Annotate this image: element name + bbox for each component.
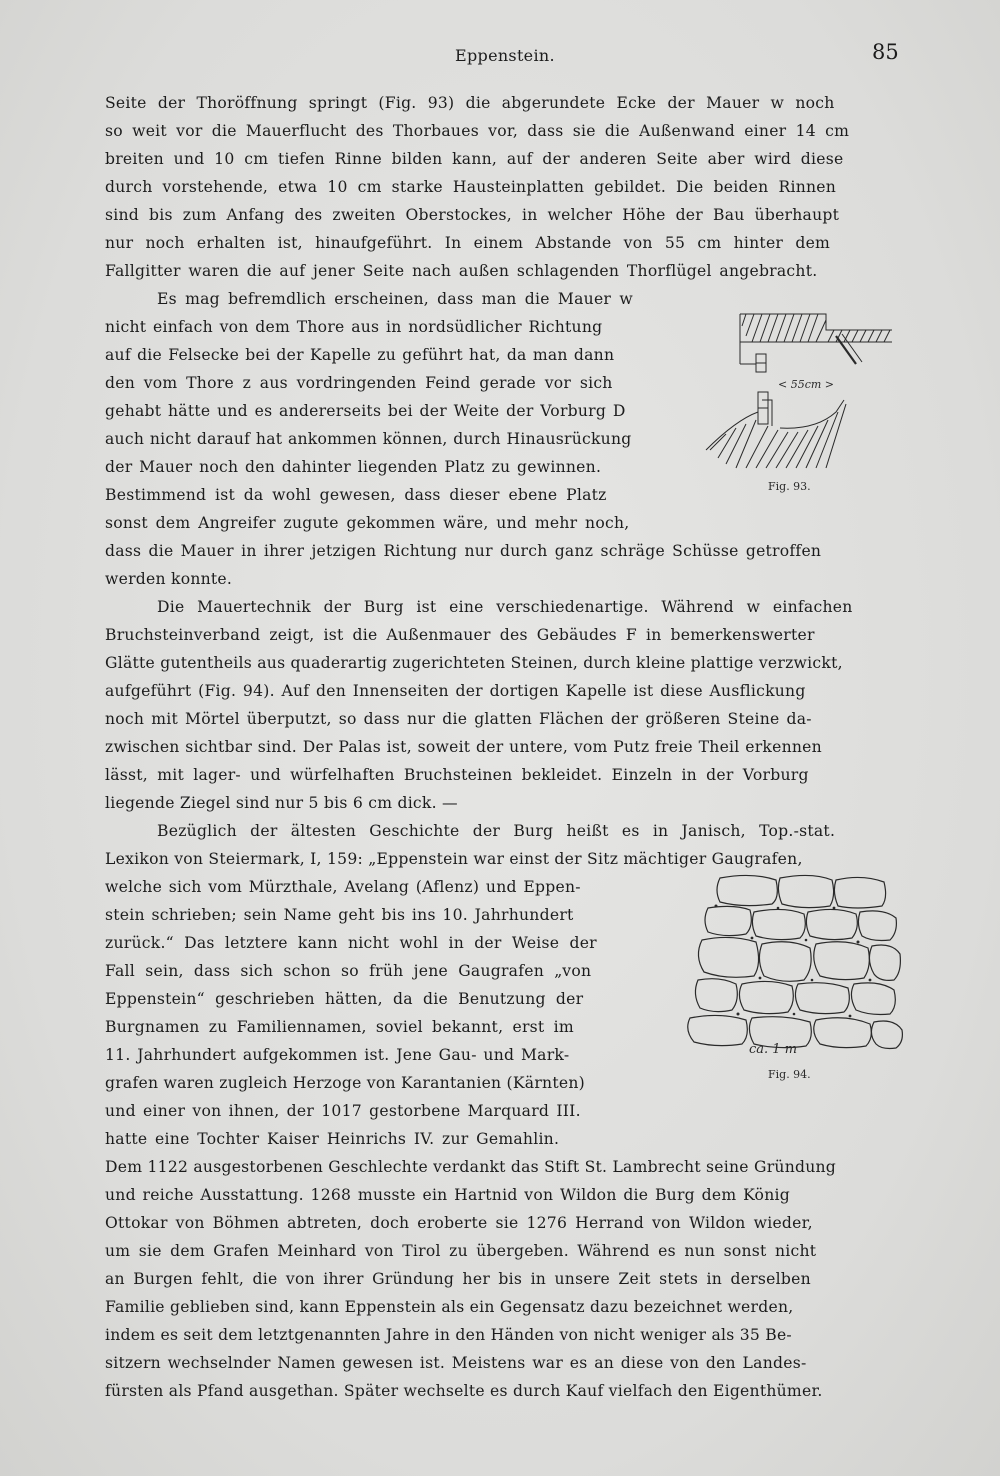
text-line: hatte eine Tochter Kaiser Heinrichs IV. zur Gemahlin. (105, 1130, 560, 1148)
text-line: Es mag befremdlich erscheinen, dass man die Mauer w (157, 290, 633, 308)
text-line: breiten und 10 cm tiefen Rinne bilden kann, auf der anderen Seite aber wird diese (105, 150, 844, 168)
text-line: aufgeführt (Fig. 94). Auf den Innenseiten der dortigen Kapelle ist diese Ausflickung (105, 682, 806, 700)
text-line: Familie geblieben sind, kann Eppenstein als ein Gegensatz dazu bezeichnet werden, (105, 1298, 794, 1316)
gate-section-drawing (696, 300, 906, 476)
text-line: zurück.“ Das letztere kann nicht wohl in der Weise der (105, 934, 597, 952)
text-line: und einer von ihnen, der 1017 gestorbene Marquard III. (105, 1102, 581, 1120)
text-line: welche sich vom Mürzthale, Avelang (Aflenz) und Eppen- (105, 878, 581, 896)
text-line: der Mauer noch den dahinter liegenden Platz zu gewinnen. (105, 458, 602, 476)
figure-94-caption: Fig. 94. (768, 1068, 811, 1081)
text-line: sind bis zum Anfang des zweiten Oberstockes, in welcher Höhe der Bau überhaupt (105, 206, 840, 224)
text-line: grafen waren zugleich Herzoge von Karantanien (Kärnten) (105, 1074, 585, 1092)
page-number: 85 (872, 40, 899, 64)
text-line: fürsten als Pfand ausgethan. Später wechselte es durch Kauf vielfach den Eigenthümer. (105, 1382, 823, 1400)
text-line: durch vorstehende, etwa 10 cm starke Hausteinplatten gebildet. Die beiden Rinnen (105, 178, 837, 196)
text-line: Fall sein, dass sich schon so früh jene Gaugrafen „von (105, 962, 592, 980)
text-line: Seite der Thoröffnung springt (Fig. 93) die abgerundete Ecke der Mauer w noch (105, 94, 835, 112)
text-line: Fallgitter waren die auf jener Seite nach außen schlagenden Thorflügel angebracht. (105, 262, 818, 280)
text-line: Eppenstein“ geschrieben hätten, da die Benutzung der (105, 990, 584, 1008)
text-line: Glätte gutentheils aus quaderartig zugerichteten Steinen, durch kleine plattige verzwickt, (105, 654, 843, 672)
text-line: Bestimmend ist da wohl gewesen, dass dieser ebene Platz (105, 486, 607, 504)
text-line: lässt, mit lager- und würfelhaften Bruchsteinen bekleidet. Einzeln in der Vorburg (105, 766, 809, 784)
text-line: an Burgen fehlt, die von ihrer Gründung her bis in unsere Zeit stets in derselben (105, 1270, 811, 1288)
text-line: Bezüglich der ältesten Geschichte der Burg heißt es in Janisch, Top.-stat. (157, 822, 836, 840)
text-line: liegende Ziegel sind nur 5 bis 6 cm dick. — (105, 794, 458, 812)
text-line: nicht einfach von dem Thore aus in nordsüdlicher Richtung (105, 318, 603, 336)
text-line: Die Mauertechnik der Burg ist eine verschiedenartige. Während w einfachen (157, 598, 853, 616)
text-line: 11. Jahrhundert aufgekommen ist. Jene Gau- und Mark- (105, 1046, 570, 1064)
text-line: auf die Felsecke bei der Kapelle zu geführt hat, da man dann (105, 346, 615, 364)
text-line: werden konnte. (105, 570, 233, 588)
text-line: nur noch erhalten ist, hinaufgeführt. In einem Abstande von 55 cm hinter dem (105, 234, 831, 252)
text-line: indem es seit dem letztgenannten Jahre in den Händen von nicht weniger als 35 Be- (105, 1326, 792, 1344)
text-line: so weit vor die Mauerflucht des Thorbaues vor, dass sie die Außenwand einer 14 cm (105, 122, 850, 140)
text-line: den vom Thore z aus vordringenden Feind gerade vor sich (105, 374, 613, 392)
text-line: Bruchsteinverband zeigt, ist die Außenmauer des Gebäudes F in bemerkenswerter (105, 626, 815, 644)
text-line: auch nicht darauf hat ankommen können, durch Hinausrückung (105, 430, 632, 448)
text-line: Lexikon von Steiermark, I, 159: „Eppenstein war einst der Sitz mächtiger Gaugrafen, (105, 850, 803, 868)
text-line: Burgnamen zu Familiennamen, soviel bekannt, erst im (105, 1018, 574, 1036)
text-line: Dem 1122 ausgestorbenen Geschlechte verdankt das Stift St. Lambrecht seine Gründung (105, 1158, 837, 1176)
figure-93-caption: Fig. 93. (768, 480, 811, 493)
figure-94-scale: ca. 1 m (749, 1042, 798, 1057)
text-line: um sie dem Grafen Meinhard von Tirol zu übergeben. Während es nun sonst nicht (105, 1242, 817, 1260)
text-line: und reiche Ausstattung. 1268 musste ein Hartnid von Wildon die Burg dem König (105, 1186, 790, 1204)
text-line: sitzern wechselnder Namen gewesen ist. Meistens war es an diese von den Landes- (105, 1354, 807, 1372)
text-line: zwischen sichtbar sind. Der Palas ist, soweit der untere, vom Putz freie Theil erkennen (105, 738, 822, 756)
text-line: sonst dem Angreifer zugute gekommen wäre, und mehr noch, (105, 514, 630, 532)
running-header: Eppenstein. (455, 46, 555, 65)
figure-94-masonry (680, 868, 910, 1068)
text-line: Ottokar von Böhmen abtreten, doch eroberte sie 1276 Herrand von Wildon wieder, (105, 1214, 813, 1232)
text-line: dass die Mauer in ihrer jetzigen Richtung nur durch ganz schräge Schüsse getroffen (105, 542, 822, 560)
figure-93-gate-section (696, 300, 906, 476)
text-line: noch mit Mörtel überputzt, so dass nur die glatten Flächen der größeren Steine da- (105, 710, 812, 728)
text-line: gehabt hätte und es andererseits bei der Weite der Vorburg D (105, 402, 626, 420)
text-line: stein schrieben; sein Name geht bis ins 10. Jahrhundert (105, 906, 574, 924)
dimension-label: < 55cm > (778, 378, 835, 391)
masonry-drawing (680, 868, 910, 1068)
